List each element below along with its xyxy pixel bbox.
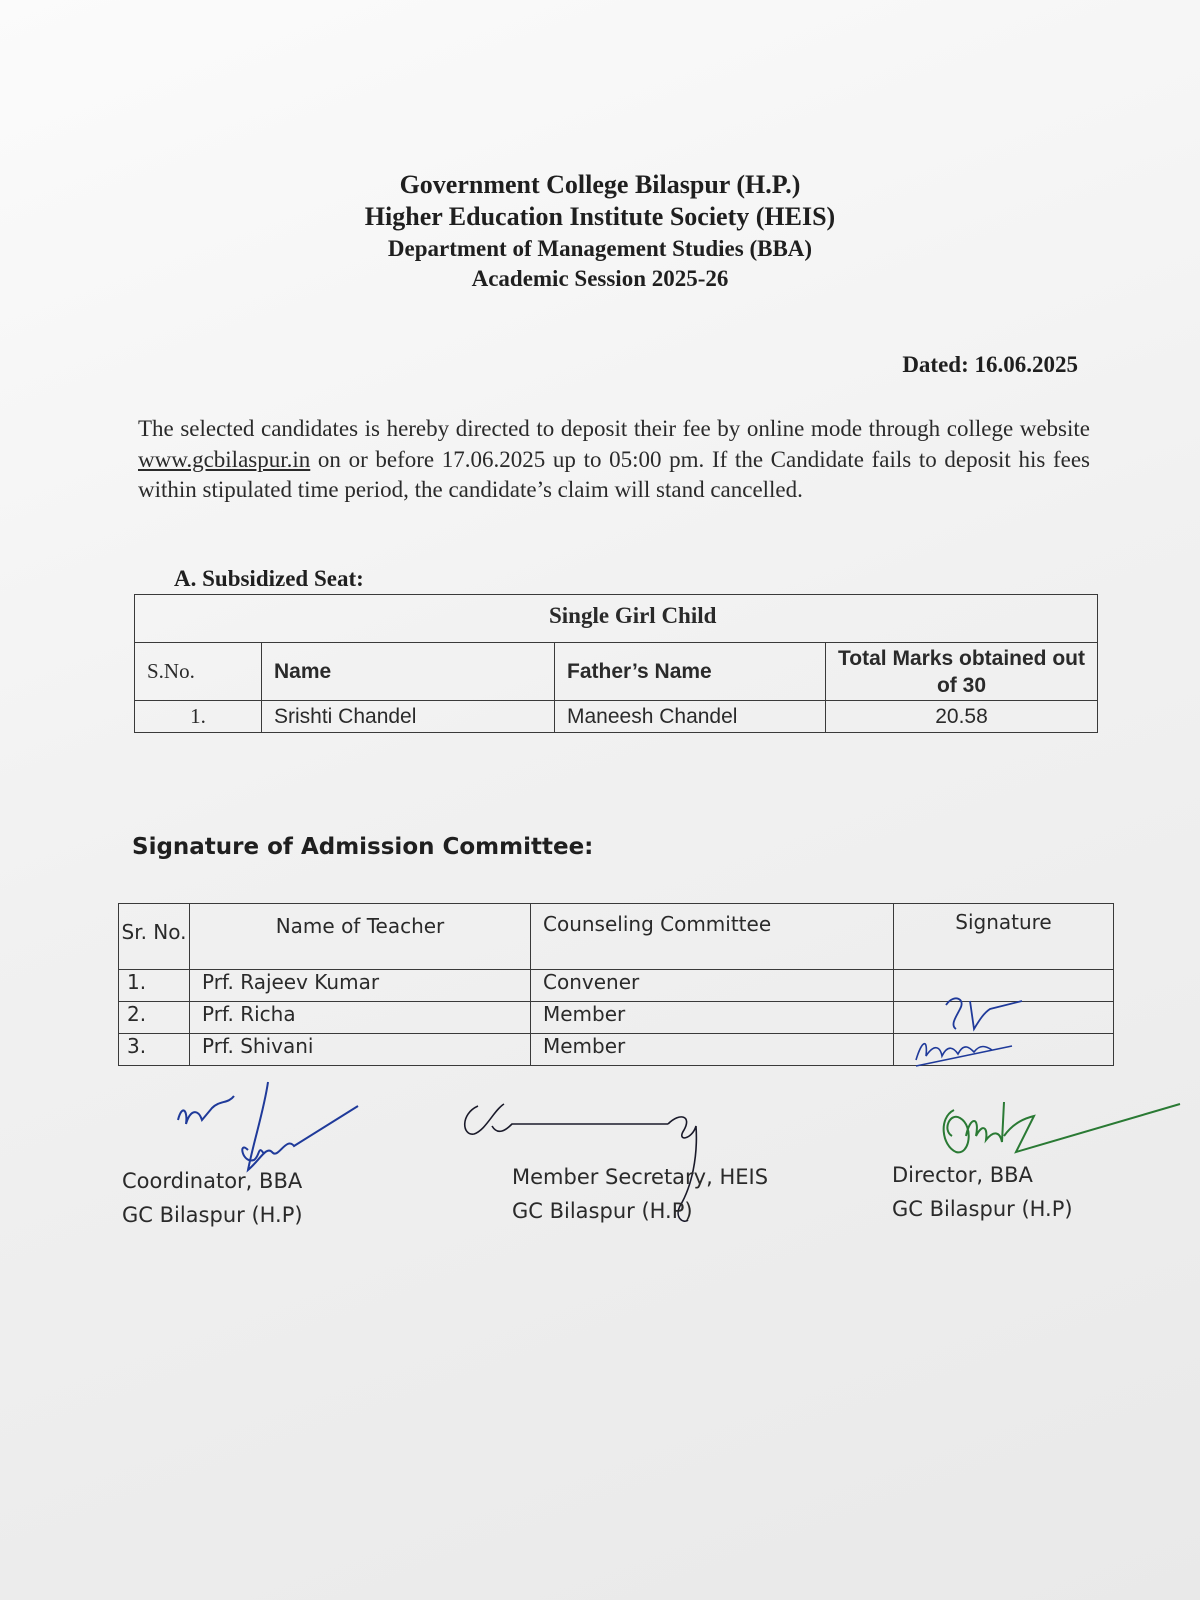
col-signature: Signature: [894, 904, 1114, 970]
committee-sr: 1.: [119, 970, 190, 1002]
col-sr-no: Sr. No.: [119, 904, 190, 970]
subsidized-seat-table: [134, 594, 1098, 733]
coordinator-title: Coordinator, BBA: [122, 1169, 303, 1193]
committee-teacher: Prf. Shivani: [190, 1034, 531, 1066]
signature-rajeev: [940, 995, 1040, 1035]
col-total-marks: Total Marks obtained out of 30: [826, 643, 1098, 701]
committee-title: Signature of Admission Committee:: [132, 834, 594, 860]
row-sno: 1.: [135, 701, 262, 733]
member-secretary-place: GC Bilaspur (H.P): [512, 1199, 693, 1223]
row-father-name: Maneesh Chandel: [555, 701, 826, 733]
department-name: Department of Management Studies (BBA): [387, 236, 813, 261]
director-title: Director, BBA: [892, 1163, 1033, 1187]
committee-sr: 2.: [119, 1002, 190, 1034]
committee-role: Member: [531, 1002, 894, 1034]
category-row: [135, 595, 1098, 643]
college-name: Government College Bilaspur (H.P.): [399, 170, 801, 199]
section-a-title: A. Subsidized Seat:: [174, 566, 364, 591]
notice-text-end: on or before 17.06.2025 up to 05:00 pm. If the Candidate fails to deposit his fees within stipulated time period, the candidate’s claim will stand cancelled.: [138, 446, 1090, 502]
notice-paragraph: [138, 414, 1090, 506]
row-marks: 20.58: [826, 701, 1098, 733]
coordinator-block: [122, 1164, 303, 1232]
college-website-link[interactable]: www.gcbilaspur.in: [138, 446, 311, 472]
coordinator-place: GC Bilaspur (H.P): [122, 1203, 303, 1227]
col-father-name: Father’s Name: [555, 643, 826, 701]
col-counseling: Counseling Committee: [531, 904, 894, 970]
director-place: GC Bilaspur (H.P): [892, 1197, 1073, 1221]
member-secretary-title: Member Secretary, HEIS: [512, 1165, 769, 1189]
committee-role: Member: [531, 1034, 894, 1066]
academic-session: Academic Session 2025-26: [471, 266, 729, 291]
committee-sr: 3.: [119, 1034, 190, 1066]
table-header-row: [135, 643, 1098, 701]
director-block: [892, 1158, 1073, 1226]
committee-header-row: [119, 904, 1114, 970]
committee-role: Convener: [531, 970, 894, 1002]
committee-teacher: Prf. Richa: [190, 1002, 531, 1034]
table-row: [135, 701, 1098, 733]
signature-shivani: [912, 1030, 1022, 1070]
committee-teacher: Prf. Rajeev Kumar: [190, 970, 531, 1002]
society-name: Higher Education Institute Society (HEIS): [364, 202, 836, 231]
col-teacher: Name of Teacher: [190, 904, 531, 970]
row-name: Srishti Chandel: [262, 701, 555, 733]
col-name: Name: [262, 643, 555, 701]
category-label: Single Girl Child: [549, 603, 717, 628]
date-line: Dated: 16.06.2025: [902, 352, 1078, 377]
notice-text-start: The selected candidates is hereby directed to deposit their fee by online mode through college website: [138, 416, 1090, 441]
member-secretary-block: [512, 1160, 768, 1228]
col-sno: S.No.: [135, 643, 262, 701]
